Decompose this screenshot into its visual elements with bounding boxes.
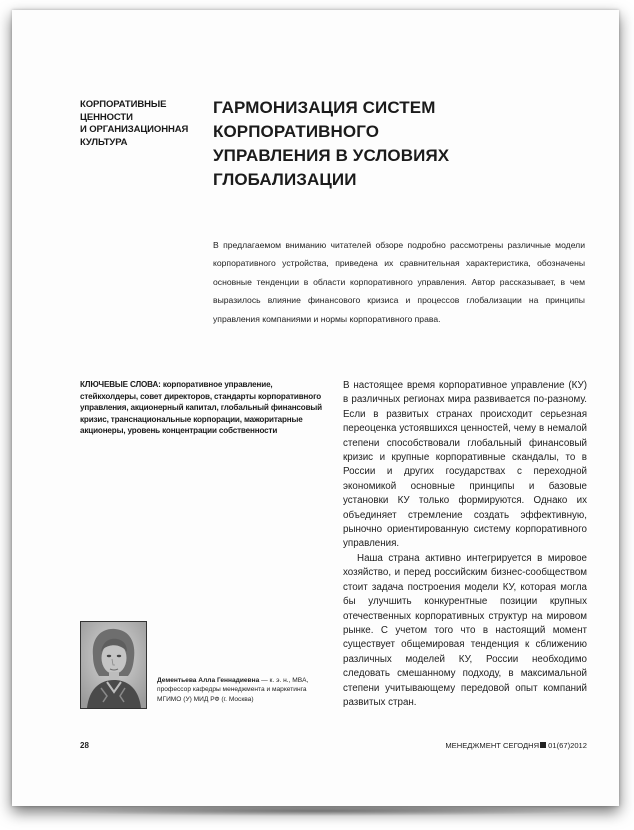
keywords xyxy=(80,379,325,437)
author-photo xyxy=(80,621,147,709)
body-text xyxy=(343,379,587,710)
author-name: Дементьева Алла Геннадиевна xyxy=(157,677,260,684)
journal-name: МЕНЕДЖМЕНТ СЕГОДНЯ xyxy=(445,741,540,750)
section-label-line: КОРПОРАТИВНЫЕ xyxy=(80,99,167,110)
author-portrait-image xyxy=(81,622,146,708)
keywords-text: корпоративное управление, стейкхолдеры, совет директоров, стандарты корпоративного управления, акционерный капитал, глобальный финансовый кризис, транснациональные корпорации, мажоритарные акционеры, уровень концентрации собственности xyxy=(80,380,322,436)
section-label xyxy=(80,99,190,149)
keywords-label: КЛЮЧЕВЫЕ СЛОВА: xyxy=(80,380,161,389)
journal-issue: 01(67)2012 xyxy=(548,741,587,750)
square-separator-icon xyxy=(540,742,546,748)
section-label-line: И ОРГАНИЗАЦИОННАЯ xyxy=(80,124,189,135)
author-details: — к. э. н., MBA, профессор кафедры менеджмента и маркетинга МГИМО (У) МИД РФ (г. Москва) xyxy=(157,677,309,703)
article-title xyxy=(213,96,593,192)
body-paragraph: В настоящее время корпоративное управление (КУ) в различных регионах мира развивается по-разному. Если в развитых странах происходит серьезная переоценка устоявшихся ценностей, чему в немалой степени способствовали глобальный финансовый кризис и крупные корпоративные скандалы, то в России и других государствах с переходной экономикой основные принципы и базовые установки КУ только формируются. Однако их объединяет стремление создать эффективную, рыночно ориентированную систему корпоративного управления. xyxy=(343,380,587,550)
article-title-line: ГАРМОНИЗАЦИЯ СИСТЕМ КОРПОРАТИВНОГО xyxy=(213,98,436,141)
journal-footer xyxy=(430,741,587,750)
section-label-line: ЦЕННОСТИ xyxy=(80,111,133,123)
body-paragraph: Наша страна активно интегрируется в мировое хозяйство, и перед российским бизнес-сообществом стоит задача построения модели КУ, которая могла бы улучшить конкурентные позиции крупных отечественных корпоративных структур на мировом рынке. С учетом того что в настоящий момент существует общемировая тенденция к сближению различных моделей КУ, России необходимо следовать смешанному подходу, в максимальной степени учитывающему передовой опыт компаний развитых стран. xyxy=(343,552,587,708)
article-title-line: УПРАВЛЕНИЯ В УСЛОВИЯХ ГЛОБАЛИЗАЦИИ xyxy=(213,146,450,189)
author-caption xyxy=(157,676,325,704)
page-number: 28 xyxy=(80,741,89,750)
section-label-line: КУЛЬТУРА xyxy=(80,136,128,148)
abstract: В предлагаемом вниманию читателей обзоре подробно рассмотрены различные модели корпоративного устройства, приведена их сравнительная характеристика, обозначены основные тенденции в области корпоративного управления. Автор рассказывает, в чем выразилось влияние финансового кризиса и процессов глобализации на принципы управления компаниями и нормы корпоративного права. xyxy=(213,240,585,324)
